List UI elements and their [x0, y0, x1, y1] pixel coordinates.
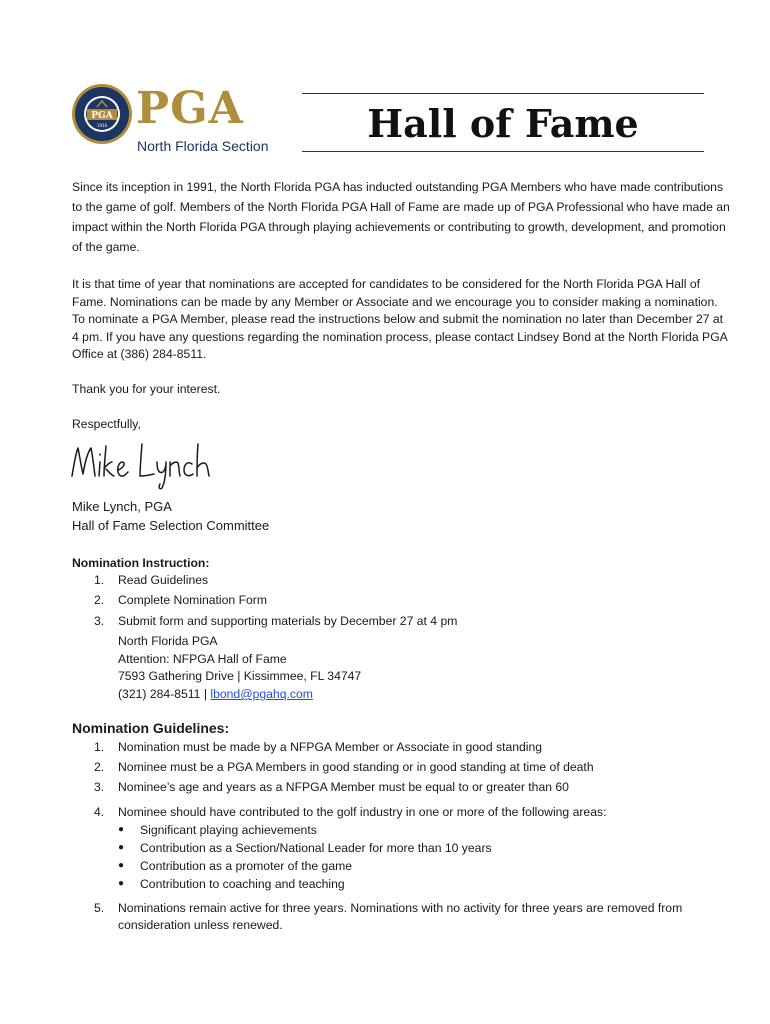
guideline-text: Nomination must be made by a NFPGA Member or Associate in good standing: [118, 740, 543, 754]
guideline-number: 2.: [94, 760, 105, 774]
address-line: North Florida PGA: [118, 634, 218, 648]
guideline-number: 5.: [94, 901, 105, 915]
nomination-paragraph: It is that time of year that nominations are accepted for candidates to be considered for the North Florida PGA Hall of Fame. Nominations can be made by any Member or Associate and we encourage you to consider making a nomination. To nominate a PGA Member, please read the instructions below and submit the nomination no later than December 27 at 4 pm. If you have any questions regarding the nomination process, please contact Lindsey Bond at the North Florida PGA Office at (386) 284-8511.: [72, 277, 728, 361]
seal-text: PGA: [91, 111, 113, 121]
address-line: 7593 Gathering Drive | Kissimmee, FL 34747: [118, 669, 362, 683]
area-item: Contribution as a Section/National Leader for more than 10 years: [140, 841, 492, 855]
thanks-line: Thank you for your interest.: [72, 382, 221, 396]
seal-year: 1916: [96, 123, 108, 128]
guideline-number: 4.: [94, 805, 105, 819]
step-number: 3.: [94, 614, 105, 628]
bullet-icon: ●: [118, 824, 125, 835]
contact-line: [118, 686, 313, 702]
title-rule-bottom: [302, 151, 704, 152]
email-link[interactable]: lbond@pgahq.com: [210, 687, 313, 701]
closing-line: Respectfully,: [72, 417, 141, 431]
step-number: 1.: [94, 573, 105, 587]
guideline-text: Nominee should have contributed to the golf industry in one or more of the following areas:: [118, 805, 607, 819]
step-number: 2.: [94, 593, 105, 607]
area-item: Contribution to coaching and teaching: [140, 877, 345, 891]
step-text: Complete Nomination Form: [118, 593, 268, 607]
signer-name: Mike Lynch, PGA: [72, 499, 172, 514]
brand-wordmark: PGA: [136, 83, 244, 134]
bullet-icon: ●: [118, 842, 125, 853]
step-text: Read Guidelines: [118, 573, 209, 587]
title-rule-top: [302, 93, 704, 94]
guidelines-heading: Nomination Guidelines:: [72, 720, 230, 736]
instructions-heading: Nomination Instruction:: [72, 556, 210, 570]
guideline-number: 3.: [94, 780, 105, 794]
page-title: Hall of Fame: [367, 101, 639, 146]
guideline-text: Nominee’s age and years as a NFPGA Member must be equal to or greater than 60: [118, 780, 569, 794]
bullet-icon: ●: [118, 860, 125, 871]
address-line: Attention: NFPGA Hall of Fame: [118, 652, 287, 666]
guideline-text: Nominee must be a PGA Members in good standing or in good standing at time of death: [118, 760, 594, 774]
handwritten-signature: [68, 436, 218, 490]
intro-paragraph: Since its inception in 1991, the North Florida PGA has inducted outstanding PGA Members who have made contributions to the game of golf. Members of the North Florida PGA Hall of Fame are made up of PGA Professional who have made an impact within the North Florida PGA through playing achievements or contributing to growth, development, and promotion of the game.: [72, 180, 730, 254]
guideline-number: 1.: [94, 740, 105, 754]
step-text: Submit form and supporting materials by December 27 at 4 pm: [118, 614, 458, 628]
area-item: Significant playing achievements: [140, 823, 317, 837]
guideline-text: Nominations remain active for three years. Nominations with no activity for three years are removed from consideration unless renewed.: [118, 901, 683, 932]
pga-seal-logo: [71, 83, 133, 145]
bullet-icon: ●: [118, 878, 125, 889]
area-item: Contribution as a promoter of the game: [140, 859, 353, 873]
phone-text: (321) 284-8511 |: [118, 687, 211, 701]
signer-title: Hall of Fame Selection Committee: [72, 518, 270, 533]
section-name: North Florida Section: [137, 138, 269, 154]
